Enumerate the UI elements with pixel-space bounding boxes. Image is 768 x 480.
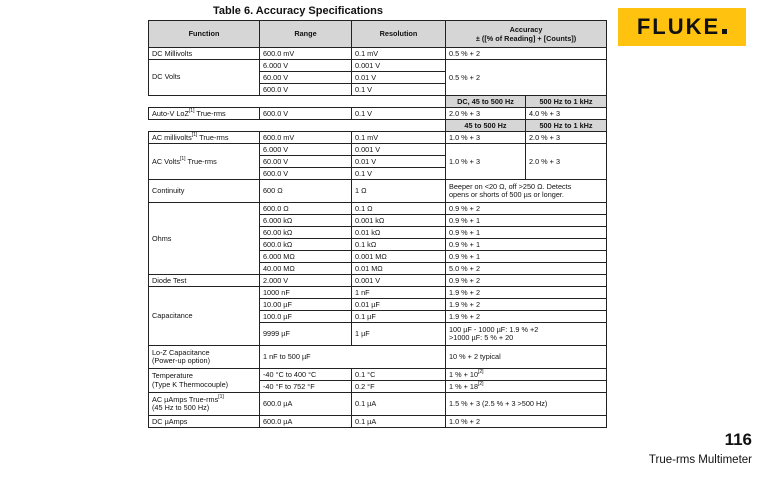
range-cell: -40 °C to 400 °C: [260, 369, 352, 381]
accuracy-cell: 1.9 % + 2: [446, 287, 607, 299]
subheader-spacer: [149, 96, 446, 108]
function-diode-test: Diode Test: [149, 275, 260, 287]
table-row: [149, 346, 607, 369]
range-cell: 600 Ω: [260, 180, 352, 203]
function-continuity: Continuity: [149, 180, 260, 203]
range-cell: 60.00 kΩ: [260, 227, 352, 239]
table-row: [149, 275, 607, 287]
accuracy-cell: 0.9 % + 1: [446, 239, 607, 251]
range-cell: 6.000 V: [260, 60, 352, 72]
resolution-cell: 0.1 µA: [352, 393, 446, 416]
function-temperature: Temperature (Type K Thermocouple): [149, 369, 260, 393]
table-row: [149, 393, 607, 416]
accuracy-cell: 0.9 % + 1: [446, 227, 607, 239]
accuracy-cell: 2.0 % + 3: [446, 108, 526, 120]
accuracy-cell: 1 % + 18[2]: [446, 381, 607, 393]
accuracy-cell: 0.5 % + 2: [446, 48, 607, 60]
accuracy-cell: 100 µF - 1000 µF: 1.9 % +2 >1000 µF: 5 % + 20: [446, 323, 607, 346]
resolution-cell: 0.01 V: [352, 156, 446, 168]
accuracy-cell: 1.0 % + 2: [446, 416, 607, 428]
table-row: [149, 203, 607, 215]
resolution-cell: 0.1 V: [352, 108, 446, 120]
range-cell: 600.0 V: [260, 108, 352, 120]
accuracy-cell: 0.9 % + 2: [446, 275, 607, 287]
function-ac-volts: AC Volts[1] True-rms: [149, 144, 260, 180]
header-function: Function: [149, 21, 260, 48]
range-cell: 600.0 V: [260, 168, 352, 180]
resolution-cell: 0.1 °C: [352, 369, 446, 381]
resolution-cell: 0.1 mV: [352, 48, 446, 60]
resolution-cell: 0.001 V: [352, 60, 446, 72]
range-cell: 2.000 V: [260, 275, 352, 287]
accuracy-cell: 1.9 % + 2: [446, 311, 607, 323]
resolution-cell: 0.1 µA: [352, 416, 446, 428]
product-name: True-rms Multimeter: [648, 454, 752, 466]
function-dc-uamps: DC µAmps: [149, 416, 260, 428]
resolution-cell: 1 nF: [352, 287, 446, 299]
accuracy-cell: 4.0 % + 3: [526, 108, 607, 120]
resolution-cell: 0.01 MΩ: [352, 263, 446, 275]
table-header-row: [149, 21, 607, 48]
range-cell: -40 °F to 752 °F: [260, 381, 352, 393]
range-cell: 1 nF to 500 µF: [260, 346, 446, 369]
function-ac-uamps: AC µAmps True-rms[1] (45 Hz to 500 Hz): [149, 393, 260, 416]
resolution-cell: 0.1 Ω: [352, 203, 446, 215]
table-title: Table 6. Accuracy Specifications: [213, 5, 383, 17]
subheader-cell: 500 Hz to 1 kHz: [526, 96, 607, 108]
table-row: [149, 416, 607, 428]
function-auto-v-loz: Auto-V LoZ[1] True-rms: [149, 108, 260, 120]
range-cell: 600.0 µA: [260, 416, 352, 428]
resolution-cell: 0.01 µF: [352, 299, 446, 311]
function-dc-millivolts: DC Millivolts: [149, 48, 260, 60]
range-cell: 10.00 µF: [260, 299, 352, 311]
subheader-cell: DC, 45 to 500 Hz: [446, 96, 526, 108]
function-dc-volts: DC Volts: [149, 60, 260, 96]
resolution-cell: 0.1 mV: [352, 132, 446, 144]
accuracy-subheader-row: [149, 120, 607, 132]
range-cell: 600.0 V: [260, 84, 352, 96]
resolution-cell: 0.1 V: [352, 84, 446, 96]
range-cell: 600.0 µA: [260, 393, 352, 416]
range-cell: 60.00 V: [260, 72, 352, 84]
resolution-cell: 0.1 V: [352, 168, 446, 180]
resolution-cell: 0.001 kΩ: [352, 215, 446, 227]
resolution-cell: 0.1 kΩ: [352, 239, 446, 251]
table-row: [149, 60, 607, 72]
accuracy-cell: 10 % + 2 typical: [446, 346, 607, 369]
range-cell: 6.000 MΩ: [260, 251, 352, 263]
table-row: [149, 108, 607, 120]
range-cell: 6.000 kΩ: [260, 215, 352, 227]
function-loz-capacitance: Lo-Z Capacitance (Power-up option): [149, 346, 260, 369]
page-number: 116: [724, 430, 752, 449]
subheader-cell: 500 Hz to 1 kHz: [526, 120, 607, 132]
range-cell: 40.00 MΩ: [260, 263, 352, 275]
resolution-cell: 0.1 µF: [352, 311, 446, 323]
subheader-spacer: [149, 120, 446, 132]
accuracy-cell: 1.0 % + 3: [446, 144, 526, 180]
resolution-cell: 0.001 MΩ: [352, 251, 446, 263]
table-row: [149, 287, 607, 299]
accuracy-cell: 0.9 % + 2: [446, 203, 607, 215]
header-accuracy: Accuracy ± ([% of Reading] + [Counts]): [446, 21, 607, 48]
accuracy-cell: 0.9 % + 1: [446, 251, 607, 263]
range-cell: 600.0 kΩ: [260, 239, 352, 251]
header-resolution: Resolution: [352, 21, 446, 48]
range-cell: 600.0 mV: [260, 132, 352, 144]
accuracy-cell: 0.9 % + 1: [446, 215, 607, 227]
range-cell: 600.0 mV: [260, 48, 352, 60]
function-capacitance: Capacitance: [149, 287, 260, 346]
table-row: [149, 144, 607, 156]
accuracy-cell: 1 % + 10[2]: [446, 369, 607, 381]
fluke-logo: [618, 8, 746, 46]
resolution-cell: 1 µF: [352, 323, 446, 346]
table-row: [149, 48, 607, 60]
range-cell: 60.00 V: [260, 156, 352, 168]
accuracy-subheader-row: [149, 96, 607, 108]
function-ohms: Ohms: [149, 203, 260, 275]
accuracy-cell: Beeper on <20 Ω, off >250 Ω. Detects opens or shorts of 500 µs or longer.: [446, 180, 607, 203]
function-ac-millivolts: AC millivolts[1] True-rms: [149, 132, 260, 144]
accuracy-cell: 5.0 % + 2: [446, 263, 607, 275]
accuracy-cell: 1.5 % + 3 (2.5 % + 3 >500 Hz): [446, 393, 607, 416]
range-cell: 6.000 V: [260, 144, 352, 156]
accuracy-cell: 2.0 % + 3: [526, 144, 607, 180]
resolution-cell: 0.2 °F: [352, 381, 446, 393]
range-cell: 1000 nF: [260, 287, 352, 299]
resolution-cell: 0.01 V: [352, 72, 446, 84]
table-row: [149, 180, 607, 203]
range-cell: 100.0 µF: [260, 311, 352, 323]
accuracy-cell: 2.0 % + 3: [526, 132, 607, 144]
resolution-cell: 0.001 V: [352, 144, 446, 156]
resolution-cell: 0.01 kΩ: [352, 227, 446, 239]
subheader-cell: 45 to 500 Hz: [446, 120, 526, 132]
range-cell: 600.0 Ω: [260, 203, 352, 215]
table-row: [149, 369, 607, 381]
accuracy-cell: 1.9 % + 2: [446, 299, 607, 311]
accuracy-cell: 1.0 % + 3: [446, 132, 526, 144]
accuracy-cell: 0.5 % + 2: [446, 60, 607, 96]
header-range: Range: [260, 21, 352, 48]
range-cell: 9999 µF: [260, 323, 352, 346]
accuracy-spec-table: [148, 20, 607, 428]
resolution-cell: 0.001 V: [352, 275, 446, 287]
table-row: [149, 132, 607, 144]
logo-text: FLUKE: [637, 14, 727, 40]
resolution-cell: 1 Ω: [352, 180, 446, 203]
